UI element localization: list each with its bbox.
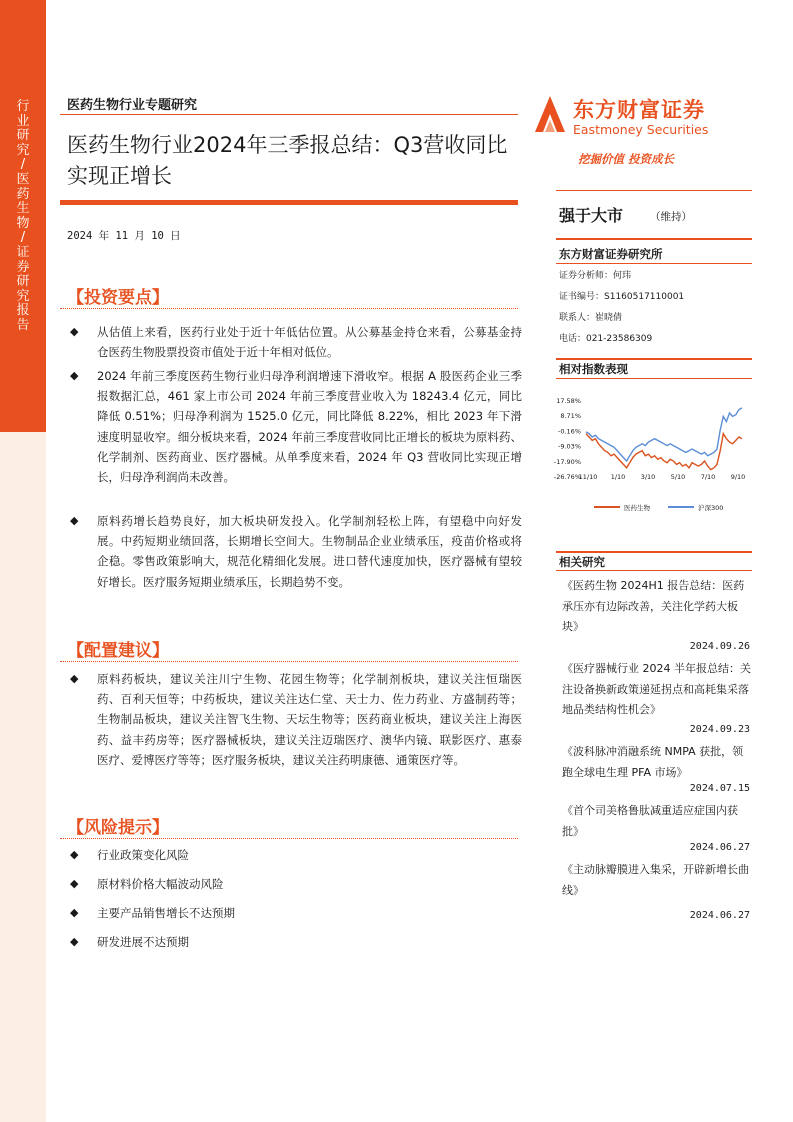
report-date: 2024 年 11 月 10 日 <box>67 230 181 242</box>
side-label-char: 报 <box>16 303 30 319</box>
bullet-text: 原料药板块，建议关注川宁生物、花园生物等；化学制剂板块，建议关注恒瑞医药、百利天恒等；中药板块，建议关注达仁堂、天士力、佐力药业、方盛制药等；生物制品板块，建议关注智飞生物、天坛生物等；医药商业板块，建议关注上海医药、益丰药房等；医疗器械板块，建议关注迈瑞医疗、澳华内镜、联影医疗、惠泰医疗、爱博医疗等等；医疗服务板块，建议关注药明康德、通策医疗等。 <box>97 672 522 767</box>
analyst-cert: 证书编号：S1160517110001 <box>559 292 685 302</box>
side-label-char: 究 <box>16 288 30 304</box>
page-title: 医药生物行业2024年三季报总结：Q3营收同比实现正增长 <box>67 133 508 188</box>
contact-phone: 电话：021-23586309 <box>559 334 653 344</box>
bullet-text: 行业政策变化风险 <box>97 848 189 862</box>
y-tick-label: 8.71% <box>560 412 581 421</box>
x-tick-label: 1/10 <box>610 473 626 481</box>
slogan: 挖掘价值 投资成长 <box>578 152 675 166</box>
y-tick-label: -0.16% <box>558 427 581 436</box>
related-report-date: 2024.06.27 <box>689 910 750 921</box>
y-tick-label: -26.76% <box>553 473 581 481</box>
diamond-bullet-icon: ◆ <box>70 369 79 382</box>
x-tick-label: 3/10 <box>640 473 656 481</box>
related-report-link[interactable]: 《医药生物 2024H1 报告总结：医药承压亦有边际改善，关注化学药大板块》 <box>562 579 745 633</box>
section-heading-invest: 【投资要点】 <box>67 288 169 308</box>
institute-name: 东方财富证券研究所 <box>559 247 663 261</box>
institute-rule <box>556 263 752 264</box>
x-tick-label: 7/10 <box>700 473 716 481</box>
related-report-date: 2024.09.23 <box>689 724 750 735</box>
right-divider <box>556 190 752 191</box>
x-tick-label: 5/10 <box>670 473 686 481</box>
bullet-text: 研发进展不达预期 <box>97 935 189 949</box>
chart-rule <box>556 378 752 379</box>
related-report-link[interactable]: 《主动脉瓣膜进入集采，开辟新增长曲线》 <box>562 863 749 897</box>
side-label-char: / <box>20 157 26 173</box>
y-tick-label: -17.90% <box>553 457 581 466</box>
related-report-link[interactable]: 《波科脉冲消融系统 NMPA 获批，领跑全球电生理 PFA 市场》 <box>562 745 744 779</box>
side-label-char: 券 <box>16 259 30 275</box>
bullet-text: 原材料价格大幅波动风险 <box>97 877 224 891</box>
diamond-bullet-icon: ◆ <box>70 906 79 919</box>
related-report-date: 2024.09.26 <box>689 641 750 652</box>
side-label-char: 业 <box>16 113 30 129</box>
section-rule-invest <box>60 308 518 309</box>
related-bar <box>556 551 752 553</box>
diamond-bullet-icon: ◆ <box>70 514 79 527</box>
header-divider <box>60 114 518 115</box>
legend-label: 医药生物 <box>624 504 650 512</box>
side-label-char: 证 <box>16 244 30 260</box>
institute-bar <box>556 238 752 240</box>
diamond-bullet-icon: ◆ <box>70 672 79 685</box>
title-divider <box>60 200 518 205</box>
x-tick-label: 11/10 <box>578 473 598 481</box>
diamond-bullet-icon: ◆ <box>70 848 79 861</box>
series-line-1 <box>586 408 742 461</box>
analyst-name: 证券分析师：何玮 <box>559 271 632 281</box>
report-type-vertical-label <box>13 100 33 334</box>
relative-index-chart <box>550 388 755 518</box>
diamond-bullet-icon: ◆ <box>70 877 79 890</box>
side-label-char: 医 <box>16 171 30 187</box>
related-heading: 相关研究 <box>559 555 605 569</box>
logo-mark-icon <box>531 92 569 136</box>
bullet-text: 2024 年前三季度医药生物行业归母净利润增速下滑收窄。根据 A 股医药企业三季报数据汇总，461 家上市公司 2024 年前三季度营业收入为 18243.4 亿元，同比降低 0.51%；归母净利润为 1525.0 亿元，同比降低 8.22%，相比 2023 年下滑速度明显收窄。细分板块来看，2024 年前三季度营收同比正增长的板块为原料药、化学制剂、医药商业、医疗器械。从单季度来看，2024 年 Q3 营收同比实现正增长，归母净利润尚未改善。 <box>97 369 522 485</box>
x-tick-label: 9/10 <box>730 473 746 481</box>
legend-label: 沪深300 <box>698 504 724 512</box>
bullet-text: 从估值上来看，医药行业处于近十年低估位置。从公募基金持仓来看，公募基金持仓医药生物股票投资市值处于近十年相对低位。 <box>97 325 522 360</box>
report-category: 医药生物行业专题研究 <box>67 98 198 113</box>
side-label-char: 药 <box>16 186 30 202</box>
related-report-link[interactable]: 《首个司美格鲁肽减重适应症国内获批》 <box>562 804 738 838</box>
rating-status: （维持） <box>650 211 692 223</box>
side-label-char: / <box>20 230 26 246</box>
diamond-bullet-icon: ◆ <box>70 325 79 338</box>
bullet-text: 原料药增长趋势良好，加大板块研发投入。化学制剂轻松上阵，有望稳中向好发展。中药短期业绩回落，长期增长空间大。生物制品企业业绩承压，疫苗价格或将企稳。零售政策影响大，规范化精细化发展。进口替代速度加快，医疗器械有望较好增长。医疗服务短期业绩承压，长期趋势不变。 <box>97 514 522 589</box>
y-tick-label: -9.03% <box>558 442 581 451</box>
side-label-char: 生 <box>16 201 30 217</box>
related-report-link[interactable]: 《医疗器械行业 2024 半年报总结：关注设备换新政策递延拐点和高耗集采落地品类结构性机会》 <box>562 662 751 716</box>
logo-text-cn: 东方财富证券 <box>573 98 705 122</box>
contact-name: 联系人：崔晓倩 <box>559 313 623 323</box>
diamond-bullet-icon: ◆ <box>70 935 79 948</box>
side-label-char: 究 <box>16 142 30 158</box>
side-label-char: 行 <box>16 99 30 114</box>
section-heading-config: 【配置建议】 <box>67 641 169 661</box>
rating: 强于大市 <box>559 206 624 225</box>
side-label-char: 告 <box>16 317 30 333</box>
chart-heading: 相对指数表现 <box>559 362 628 376</box>
logo-text-en: Eastmoney Securities <box>573 122 709 137</box>
section-heading-risk: 【风险提示】 <box>67 818 169 838</box>
related-report-date: 2024.06.27 <box>689 842 750 853</box>
side-label-char: 物 <box>16 215 30 231</box>
section-rule-risk <box>60 838 518 839</box>
chart-bar <box>556 358 752 360</box>
bullet-text: 主要产品销售增长不达预期 <box>97 906 235 920</box>
y-tick-label: 17.58% <box>556 397 581 405</box>
related-report-date: 2024.07.15 <box>689 783 750 794</box>
side-label-char: 研 <box>16 274 30 290</box>
side-label-char: 研 <box>16 128 30 144</box>
section-rule-config <box>60 661 518 662</box>
related-rule <box>556 570 752 571</box>
brand-logo <box>531 92 751 142</box>
